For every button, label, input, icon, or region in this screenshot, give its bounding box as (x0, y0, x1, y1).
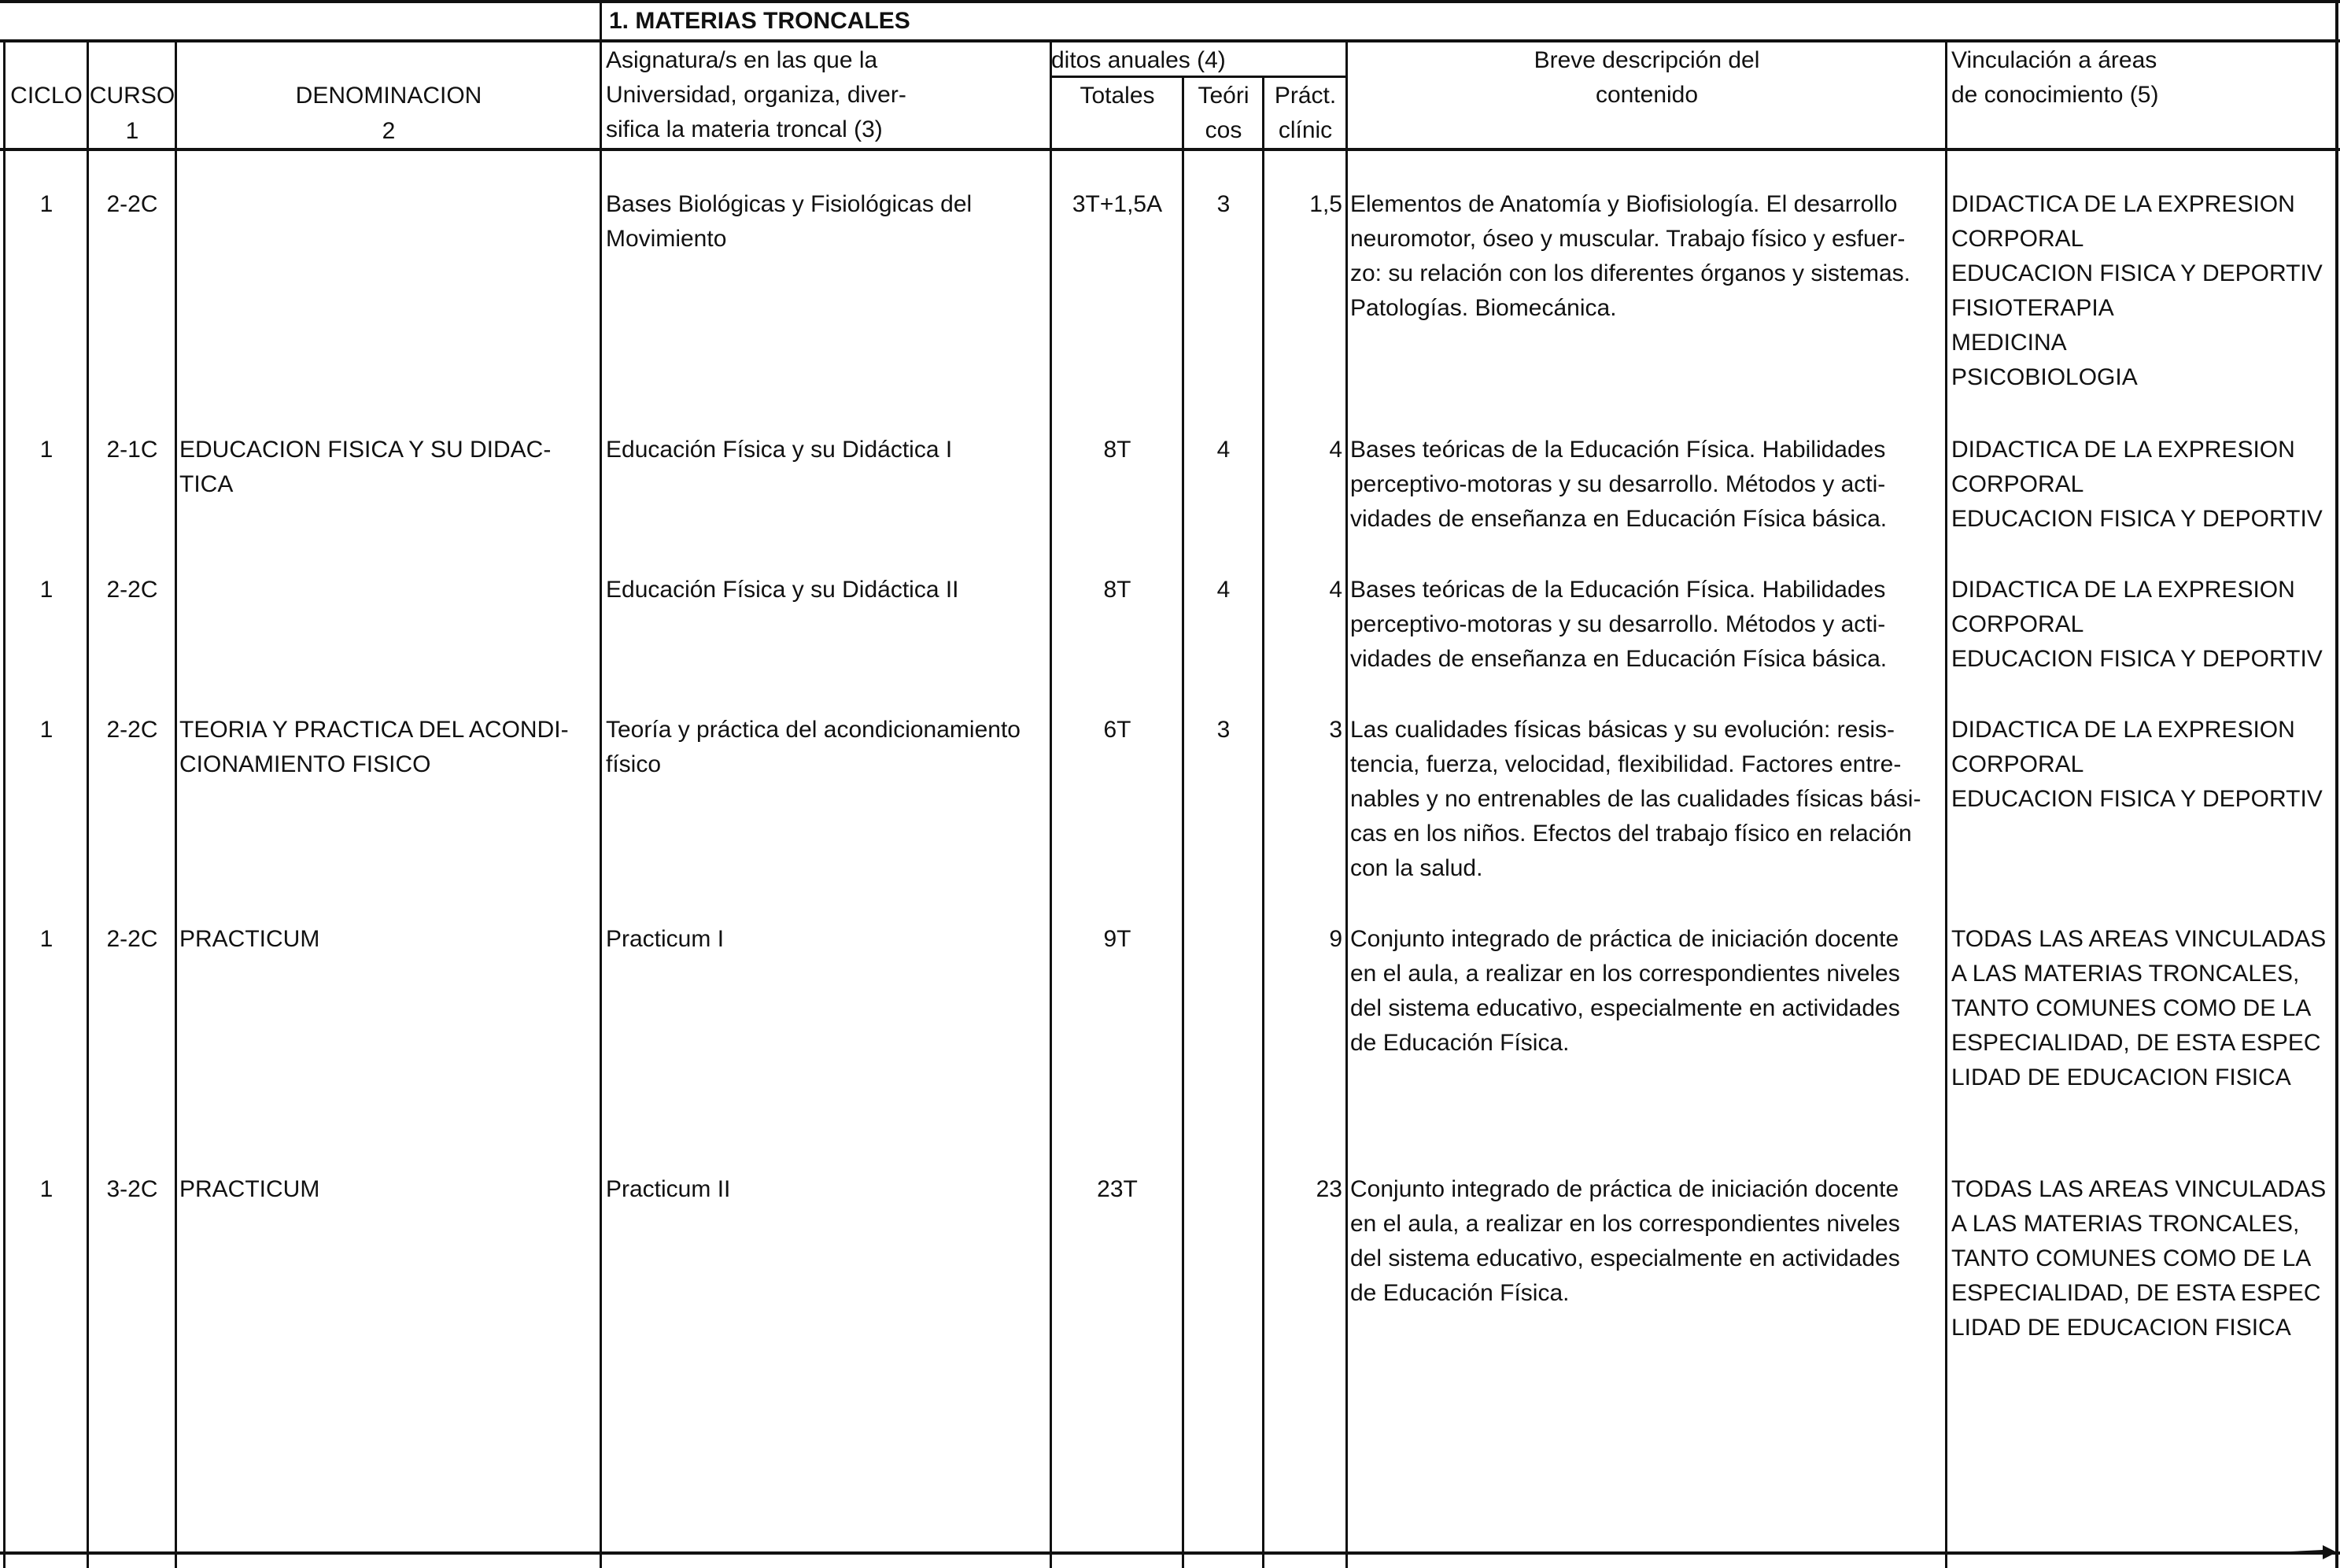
descripcion-cell-line: nables y no entrenables de las cualidades físicas bási- (1350, 786, 1921, 812)
practicos-cell: 4 (1329, 437, 1342, 463)
descripcion-cell-line: perceptivo-motoras y su desarrollo. Métodos y acti- (1350, 471, 1886, 497)
ciclo-cell: 1 (39, 437, 54, 463)
denominacion-cell (179, 1172, 596, 1207)
col-rule-descripcion (1945, 39, 1947, 1568)
teoricos-cell: 3 (1216, 191, 1231, 217)
vinculacion-cell-line: PSICOBIOLOGIA (1951, 364, 2138, 390)
asignatura-cell-line: físico (606, 751, 662, 777)
header-descripcion-line: Breve descripción del (1534, 47, 1760, 73)
descripcion-cell-line: del sistema educativo, especialmente en actividades (1350, 1245, 1900, 1271)
practicos-cell: 1,5 (1309, 191, 1342, 217)
vinculacion-cell (1951, 922, 2335, 1095)
descripcion-cell-line: Conjunto integrado de práctica de iniciación docente (1350, 1176, 1899, 1202)
vinculacion-cell-line: ESPECIALIDAD, DE ESTA ESPEC (1951, 1280, 2321, 1306)
vinculacion-cell-line: DIDACTICA DE LA EXPRESION (1951, 437, 2295, 463)
curso-cell: 2-2C (106, 926, 158, 952)
asignatura-cell (606, 1172, 1046, 1207)
col-rule-asignatura (1050, 39, 1052, 1568)
header-descripcion-line: contenido (1595, 82, 1699, 108)
asignatura-cell-line: Movimiento (606, 226, 727, 252)
header-curso: CURSO (89, 83, 175, 109)
header-practicos-line: Práct. (1274, 83, 1337, 109)
asignatura-cell-line: Practicum I (606, 926, 725, 952)
ciclo-cell: 1 (39, 926, 54, 952)
header-practicos (1264, 79, 1347, 148)
section-title: 1. MATERIAS TRONCALES (609, 8, 910, 34)
descripcion-cell-line: de Educación Física. (1350, 1280, 1570, 1306)
col-rule-left (3, 39, 6, 1568)
ciclo-cell: 1 (39, 191, 54, 217)
vinculacion-cell-line: EDUCACION FISICA Y DEPORTIV (1951, 786, 2323, 812)
totales-cell: 9T (1103, 926, 1131, 952)
descripcion-cell (1350, 713, 1943, 886)
denominacion-cell-line: CIONAMIENTO FISICO (179, 751, 431, 777)
descripcion-cell-line: vidades de enseñanza en Educación Física básica. (1350, 506, 1888, 532)
header-denominacion-number: 2 (382, 118, 396, 144)
descripcion-cell-line: del sistema educativo, especialmente en actividades (1350, 995, 1900, 1021)
vinculacion-cell-line: EDUCACION FISICA Y DEPORTIV (1951, 260, 2323, 286)
descripcion-cell-line: zo: su relación con los diferentes órganos y sistemas. (1350, 260, 1911, 286)
descripcion-cell (1350, 187, 1943, 326)
totales-cell: 23T (1097, 1176, 1138, 1202)
header-vinculacion-line: de conocimiento (5) (1951, 82, 2159, 108)
ciclo-cell: 1 (39, 577, 54, 603)
vinculacion-cell (1951, 713, 2335, 817)
col-rule-denominacion (600, 0, 602, 1568)
denominacion-cell-line: TICA (179, 471, 234, 497)
teoricos-cell: 3 (1216, 717, 1231, 743)
practicos-cell: 3 (1329, 717, 1342, 743)
header-teoricos-line: Teóri (1198, 83, 1249, 109)
denominacion-cell-line: EDUCACION FISICA Y SU DIDAC- (179, 437, 552, 463)
header-teoricos-line: cos (1205, 117, 1242, 143)
header-creditos: ditos anuales (4) (1051, 47, 1226, 73)
descripcion-cell-line: de Educación Física. (1350, 1030, 1570, 1056)
header-descripcion (1347, 43, 1947, 113)
vinculacion-cell-line: EDUCACION FISICA Y DEPORTIV (1951, 646, 2323, 672)
vinculacion-cell-line: TANTO COMUNES COMO DE LA (1951, 995, 2312, 1021)
curso-cell: 2-2C (106, 191, 158, 217)
totales-cell: 3T+1,5A (1072, 191, 1163, 217)
totales-cell: 6T (1103, 717, 1131, 743)
col-rule-right (2335, 0, 2338, 1568)
descripcion-cell-line: Las cualidades físicas básicas y su evolución: resis- (1350, 717, 1895, 743)
asignatura-cell (606, 573, 1046, 607)
curso-cell: 3-2C (106, 1176, 158, 1202)
descripcion-cell-line: neuromotor, óseo y muscular. Trabajo físico y esfuer- (1350, 226, 1906, 252)
vinculacion-cell-line: DIDACTICA DE LA EXPRESION (1951, 717, 2295, 743)
header-asignatura-line: sifica la materia troncal (3) (606, 116, 883, 142)
descripcion-cell (1350, 922, 1943, 1061)
top-rule (0, 0, 2340, 3)
ciclo-cell: 1 (39, 1176, 54, 1202)
col-rule-teoricos (1262, 76, 1264, 1568)
header-asignatura (606, 43, 906, 147)
curso-cell: 2-1C (106, 437, 158, 463)
header-curso-number: 1 (125, 118, 139, 144)
practicos-cell: 23 (1316, 1176, 1342, 1202)
vinculacion-cell-line: LIDAD DE EDUCACION FISICA (1951, 1064, 2291, 1090)
teoricos-cell: 4 (1216, 437, 1231, 463)
vinculacion-cell-line: TODAS LAS AREAS VINCULADAS (1951, 1176, 2327, 1202)
totales-cell: 8T (1103, 577, 1131, 603)
ciclo-cell: 1 (39, 717, 54, 743)
vinculacion-cell-line: ESPECIALIDAD, DE ESTA ESPEC (1951, 1030, 2321, 1056)
descripcion-cell-line: en el aula, a realizar en los correspondientes niveles (1350, 1211, 1900, 1237)
vinculacion-cell (1951, 573, 2335, 677)
denominacion-cell-line: PRACTICUM (179, 926, 320, 952)
vinculacion-cell-line: CORPORAL (1951, 226, 2084, 252)
asignatura-cell-line: Teoría y práctica del acondicionamiento (606, 717, 1021, 743)
title-rule (0, 39, 2340, 42)
vinculacion-cell-line: CORPORAL (1951, 471, 2084, 497)
asignatura-cell (606, 713, 1046, 782)
vinculacion-cell-line: FISIOTERAPIA (1951, 295, 2114, 321)
descripcion-cell-line: tencia, fuerza, velocidad, flexibilidad. Factores entre- (1350, 751, 1902, 777)
header-vinculacion (1951, 43, 2158, 113)
vinculacion-cell-line: DIDACTICA DE LA EXPRESION (1951, 191, 2295, 217)
asignatura-cell (606, 187, 1046, 256)
practicos-cell: 4 (1329, 577, 1342, 603)
descripcion-cell (1350, 1172, 1943, 1311)
header-totales: Totales (1080, 83, 1155, 109)
header-denominacion: DENOMINACION (295, 83, 482, 109)
descripcion-cell-line: Elementos de Anatomía y Biofisiología. El desarrollo (1350, 191, 1898, 217)
denominacion-cell-line: PRACTICUM (179, 1176, 320, 1202)
curso-cell: 2-2C (106, 717, 158, 743)
col-rule-ciclo (87, 39, 89, 1568)
vinculacion-cell-line: CORPORAL (1951, 751, 2084, 777)
descripcion-cell-line: cas en los niños. Efectos del trabajo físico en relación (1350, 821, 1912, 847)
descripcion-cell-line: Bases teóricas de la Educación Física. Habilidades (1350, 437, 1886, 463)
denominacion-cell (179, 713, 596, 782)
asignatura-cell-line: Practicum II (606, 1176, 731, 1202)
col-rule-creditos (1345, 39, 1348, 1568)
col-rule-totales (1182, 76, 1184, 1568)
vinculacion-cell-line: A LAS MATERIAS TRONCALES, (1951, 961, 2300, 987)
denominacion-cell (179, 922, 596, 957)
asignatura-cell-line: Educación Física y su Didáctica II (606, 577, 959, 603)
asignatura-cell (606, 433, 1046, 467)
vinculacion-cell-line: DIDACTICA DE LA EXPRESION (1951, 577, 2295, 603)
descripcion-cell-line: perceptivo-motoras y su desarrollo. Métodos y acti- (1350, 611, 1886, 637)
descripcion-cell-line: en el aula, a realizar en los correspondientes niveles (1350, 961, 1900, 987)
vinculacion-cell-line: A LAS MATERIAS TRONCALES, (1951, 1211, 2300, 1237)
descripcion-cell (1350, 573, 1943, 677)
vinculacion-cell (1951, 1172, 2335, 1345)
header-vinculacion-line: Vinculación a áreas (1951, 47, 2157, 73)
header-teoricos (1183, 79, 1264, 148)
descripcion-cell (1350, 433, 1943, 537)
practicos-cell: 9 (1329, 926, 1342, 952)
descripcion-cell-line: Bases teóricas de la Educación Física. Habilidades (1350, 577, 1886, 603)
vinculacion-cell-line: TODAS LAS AREAS VINCULADAS (1951, 926, 2327, 952)
bottom-rule (0, 1551, 2340, 1555)
asignatura-cell-line: Bases Biológicas y Fisiológicas del (606, 191, 973, 217)
header-practicos-line: clínic (1278, 117, 1333, 143)
denominacion-cell-line: TEORIA Y PRACTICA DEL ACONDI- (179, 717, 569, 743)
vinculacion-cell-line: EDUCACION FISICA Y DEPORTIV (1951, 506, 2323, 532)
arrow-mark-icon (2274, 1542, 2337, 1562)
vinculacion-cell (1951, 433, 2335, 537)
vinculacion-cell-line: LIDAD DE EDUCACION FISICA (1951, 1315, 2291, 1341)
asignatura-cell (606, 922, 1046, 957)
descripcion-cell-line: vidades de enseñanza en Educación Física básica. (1350, 646, 1888, 672)
header-asignatura-line: Universidad, organiza, diver- (606, 82, 906, 108)
totales-cell: 8T (1103, 437, 1131, 463)
vinculacion-cell-line: MEDICINA (1951, 330, 2067, 356)
descripcion-cell-line: Conjunto integrado de práctica de iniciación docente (1350, 926, 1899, 952)
col-rule-curso (175, 39, 177, 1568)
vinculacion-cell-line: TANTO COMUNES COMO DE LA (1951, 1245, 2312, 1271)
asignatura-cell-line: Educación Física y su Didáctica I (606, 437, 953, 463)
vinculacion-cell-line: CORPORAL (1951, 611, 2084, 637)
vinculacion-cell (1951, 187, 2335, 395)
denominacion-cell (179, 433, 596, 502)
curso-cell: 2-2C (106, 577, 158, 603)
teoricos-cell: 4 (1216, 577, 1231, 603)
header-asignatura-line: Asignatura/s en las que la (606, 47, 878, 73)
header-ciclo: CICLO (10, 83, 83, 109)
descripcion-cell-line: Patologías. Biomecánica. (1350, 295, 1617, 321)
descripcion-cell-line: con la salud. (1350, 855, 1483, 881)
